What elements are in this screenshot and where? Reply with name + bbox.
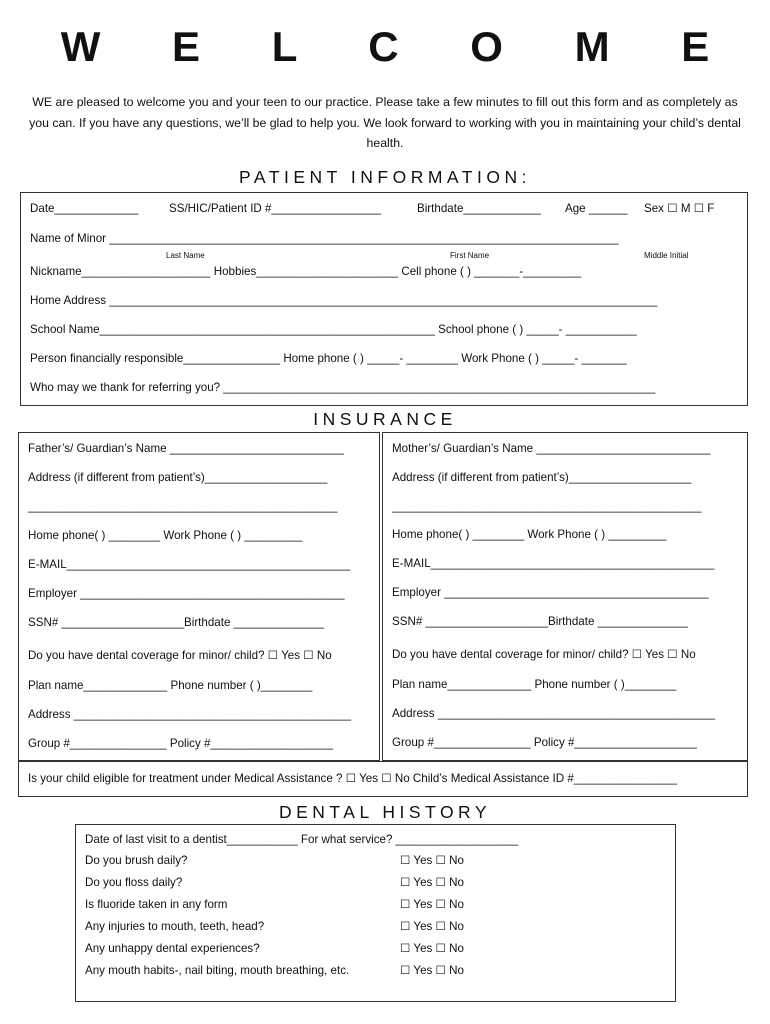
last-name-caption: Last Name xyxy=(166,251,205,260)
father-name-field[interactable]: Father’s/ Guardian’s Name ___________________________ xyxy=(28,442,344,455)
mother-group-policy-field[interactable]: Group #_______________ Policy #___________________ xyxy=(392,736,697,749)
medical-assistance-question[interactable]: Is your child eligible for treatment under Medical Assistance ? ☐ Yes ☐ No Child’s Medical Assistance ID #________________ xyxy=(28,772,677,785)
referral-field[interactable]: Who may we thank for referring you? ___________________________________________________________________ xyxy=(30,381,656,394)
medical-assistance-box xyxy=(18,761,748,797)
unhappy-experiences-yes-no[interactable]: ☐ Yes ☐ No xyxy=(400,942,464,955)
birthdate-field[interactable]: Birthdate____________ xyxy=(417,202,541,215)
name-of-minor-field[interactable]: Name of Minor _______________________________________________________________________________ xyxy=(30,232,619,245)
mother-coverage-question[interactable]: Do you have dental coverage for minor/ child? ☐ Yes ☐ No xyxy=(392,648,696,661)
mother-email-field[interactable]: E-MAIL____________________________________________ xyxy=(392,557,715,570)
patient-id-field[interactable]: SS/HIC/Patient ID #_________________ xyxy=(169,202,382,215)
father-phones-field[interactable]: Home phone( ) ________ Work Phone ( ) _________ xyxy=(28,529,303,542)
mother-plan-field[interactable]: Plan name_____________ Phone number ( )________ xyxy=(392,678,677,691)
mother-phones-field[interactable]: Home phone( ) ________ Work Phone ( ) _________ xyxy=(392,528,667,541)
mother-plan-address-field[interactable]: Address ___________________________________________ xyxy=(392,707,716,720)
first-name-caption: First Name xyxy=(450,251,490,260)
mouth-habits-yes-no[interactable]: ☐ Yes ☐ No xyxy=(400,964,464,977)
question-brush: Do you brush daily? xyxy=(85,854,188,867)
patient-information-box xyxy=(20,192,748,406)
nickname-hobbies-cell-field[interactable]: Nickname____________________ Hobbies______________________ Cell phone ( ) _______-_________ xyxy=(30,265,582,278)
father-group-policy-field[interactable]: Group #_______________ Policy #___________________ xyxy=(28,737,333,750)
question-mouth-habits: Any mouth habits-, nail biting, mouth breathing, etc. xyxy=(85,964,350,977)
father-address-field[interactable]: Address (if different from patient’s)___________________ xyxy=(28,471,328,484)
question-floss: Do you floss daily? xyxy=(85,876,183,889)
mother-guardian-box xyxy=(382,432,748,761)
mother-address-field[interactable]: Address (if different from patient’s)___________________ xyxy=(392,471,692,484)
father-guardian-box xyxy=(18,432,380,761)
father-coverage-question[interactable]: Do you have dental coverage for minor/ child? ☐ Yes ☐ No xyxy=(28,649,332,662)
floss-yes-no[interactable]: ☐ Yes ☐ No xyxy=(400,876,464,889)
mother-ssn-birthdate-field[interactable]: SSN# ___________________Birthdate ______________ xyxy=(392,615,688,628)
middle-initial-caption: Middle Initial xyxy=(644,251,689,260)
mother-employer-field[interactable]: Employer _________________________________________ xyxy=(392,586,709,599)
question-fluoride: Is fluoride taken in any form xyxy=(85,898,228,911)
father-plan-address-field[interactable]: Address ___________________________________________ xyxy=(28,708,352,721)
father-ssn-birthdate-field[interactable]: SSN# ___________________Birthdate ______________ xyxy=(28,616,324,629)
financial-responsible-field[interactable]: Person financially responsible_______________ Home phone ( ) _____- ________ Work Phone ( ) _____- _______ xyxy=(30,352,627,365)
dental-history-box xyxy=(75,824,676,1002)
father-plan-field[interactable]: Plan name_____________ Phone number ( )________ xyxy=(28,679,313,692)
father-employer-field[interactable]: Employer _________________________________________ xyxy=(28,587,345,600)
intro-paragraph: WE are pleased to welcome you and your teen to our practice. Please take a few minutes to fill out this form and as completely as you can. If you have any questions, we’ll be glad to help you. We look forward to working with you in maintaining your child’s dental health. xyxy=(29,95,741,150)
dental-history-heading: DENTAL HISTORY xyxy=(278,802,492,822)
injuries-yes-no[interactable]: ☐ Yes ☐ No xyxy=(400,920,464,933)
age-field[interactable]: Age ______ xyxy=(565,202,628,215)
mother-name-field[interactable]: Mother’s/ Guardian’s Name ___________________________ xyxy=(392,442,711,455)
insurance-heading: INSURANCE xyxy=(313,409,457,429)
welcome-title: W E L C O M E xyxy=(60,23,740,70)
question-injuries: Any injuries to mouth, teeth, head? xyxy=(85,920,265,933)
brush-yes-no[interactable]: ☐ Yes ☐ No xyxy=(400,854,464,867)
father-email-field[interactable]: E-MAIL____________________________________________ xyxy=(28,558,351,571)
father-address-line2[interactable]: ________________________________________________ xyxy=(28,500,338,513)
mother-address-line2[interactable]: ________________________________________________ xyxy=(392,500,702,513)
school-name-field[interactable]: School Name____________________________________________________ School phone ( ) _____- ___________ xyxy=(30,323,637,336)
last-visit-field[interactable]: Date of last visit to a dentist___________ For what service? ___________________ xyxy=(85,833,519,846)
sex-checkboxes[interactable]: Sex ☐ M ☐ F xyxy=(644,202,715,215)
patient-information-heading: PATIENT INFORMATION: xyxy=(239,167,531,187)
question-unhappy-experiences: Any unhappy dental experiences? xyxy=(85,942,260,955)
home-address-field[interactable]: Home Address _____________________________________________________________________________________ xyxy=(30,294,658,307)
date-field[interactable]: Date_____________ xyxy=(30,202,139,215)
fluoride-yes-no[interactable]: ☐ Yes ☐ No xyxy=(400,898,464,911)
